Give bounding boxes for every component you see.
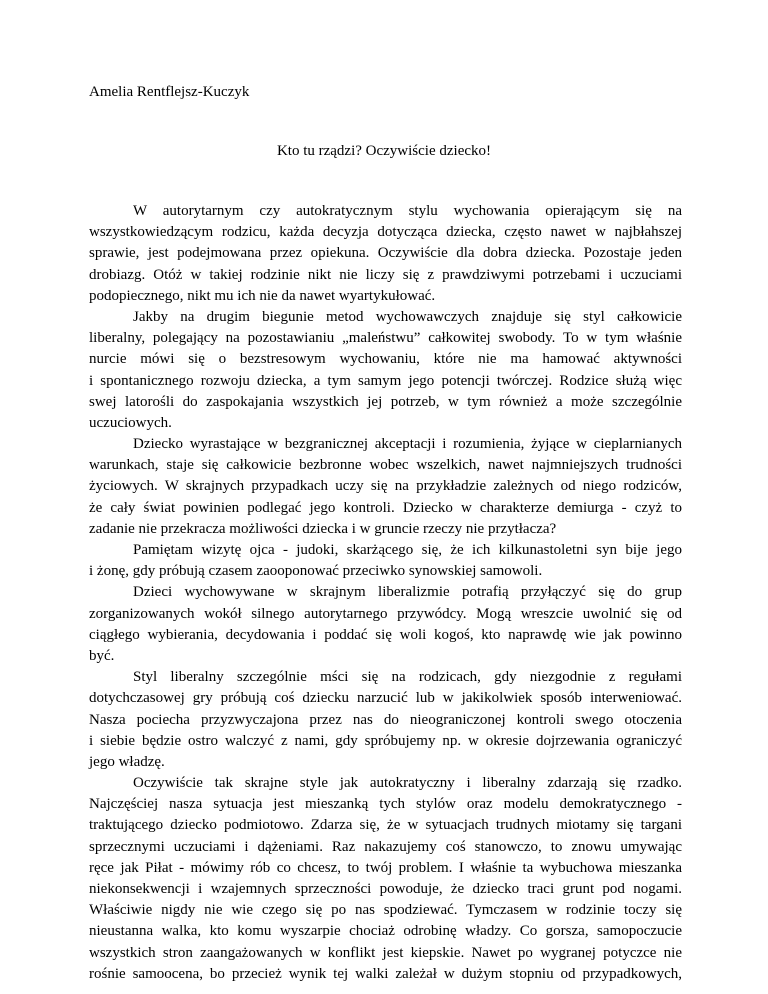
paragraph [89,582,682,667]
paragraph-line: i żonę, gdy próbują czasem zaooponować przeciwko synowskiej samowoli. [89,563,543,580]
paragraph-line: i spontanicznego rozwoju dziecka, a tym samym jego potencji twórczej. Rodzice służą więc [89,372,682,389]
paragraph-line: zadanie nie przekracza możliwości dziecka i w gruncie rzeczy nie przytłacza? [89,520,557,537]
paragraph-line: swej latorośli do zaspokajania wszystkich jej potrzeb, w tym również a może szczególnie [89,393,682,410]
paragraph-line: Nasza pociecha przyzwyczajona przez nas do nieograniczonej kontroli swego otoczenia [89,711,682,728]
paragraph-line: wszystkowiedzącym rodzicu, każda decyzja dotycząca dziecka, często nawet w najbłahszej [89,224,682,241]
paragraph-line: Właściwie nigdy nie wie czego się po nas spodziewać. Tymczasem w rodzinie toczy się [89,902,682,919]
paragraph-line: Dzieci wychowywane w skrajnym liberalizmie potrafią przyłączyć się do grup [133,584,682,601]
paragraph-line: zorganizowanych wokół silnego autorytarnego przywódcy. Mogą wreszcie uwolnić się od [89,605,682,622]
paragraph-line: warunkach, staje się całkowicie bezbronne wobec wszelkich, nawet najmniejszych trudności [89,457,682,474]
paragraph [89,540,682,582]
paragraph-line: życiowych. W skrajnych przypadkach uczy się na przykładzie zależnych od niego rodziców, [89,478,682,495]
paragraph-line: sprawie, jest podejmowana przez opiekuna. Oczywiście dla dobra dziecka. Pozostaje jeden [89,245,682,262]
paragraph-line: uczuciowych. [89,414,172,431]
paragraph-line: Dziecko wyrastające w bezgranicznej akceptacji i rozumienia, żyjące w cieplarnianych [133,436,682,453]
paragraph-line: drobiazg. Otóż w takiej rodzinie nikt nie liczy się z prawdziwymi potrzebami i uczuciami [89,266,682,283]
paragraph-line: Pamiętam wizytę ojca - judoki, skarżącego się, że ich kilkunastoletni syn bije jego [133,542,682,558]
paragraph-line: Najczęściej nasza sytuacja jest mieszanką tych stylów oraz modelu demokratycznego - [89,796,682,813]
paragraph-line: Oczywiście tak skrajne style jak autokratyczny i liberalny zdarzają się rzadko. [133,775,682,792]
paragraph-line: Styl liberalny szczególnie mści się na rodzicach, gdy niezgodnie z regułami [133,669,682,686]
paragraph-line: ręce jak Piłat - mówimy rób co chcesz, to twój problem. I właśnie ta wybuchowa mieszanka [89,859,682,876]
paragraph-line: traktującego dziecko podmiotowo. Zdarza się, że w sytuacjach trudnych miotamy się targani [89,817,682,834]
paragraph-line: W autorytarnym czy autokratycznym stylu wychowania opierającym się na [133,203,682,219]
paragraph-line: Jakby na drugim biegunie metod wychowawczych znajduje się styl całkowicie [133,308,682,325]
paragraph [89,773,682,985]
paragraph-line: podopiecznego, nikt mu ich nie da nawet wyartykułować. [89,287,436,304]
author-name: Amelia Rentflejsz-Kuczyk [89,84,250,100]
paragraph-line: jego władzę. [89,753,165,770]
paragraph [89,667,682,773]
paragraph-line: być. [89,647,115,664]
paragraph-line: dotychczasowej gry próbują coś dziecku narzucić lub w jakikolwiek sposób interweniować. [89,690,682,707]
paragraph-line: i siebie będzie ostro walczyć z nami, gdy spróbujemy np. w okresie dojrzewania ograniczyć [89,732,682,749]
document-title: Kto tu rządzi? Oczywiście dziecko! [276,143,492,159]
paragraph-line: nurcie mówi się o bezstresowym wychowaniu, które nie ma hamować aktywności [89,351,682,368]
paragraph-line: ciągłego wybierania, decydowania i poddać się woli kogoś, kto naprawdę wie jak powinno [89,626,682,643]
paragraph-line: niekonsekwencji i wzajemnych sprzeczności powoduje, że dziecko traci grunt pod nogami. [89,881,682,897]
article-body [89,201,682,985]
paragraph-line: nieustanna walka, kto komu wyszarpie chociaż odrobinę władzy. Co gorsza, samopoczucie [89,923,682,940]
paragraph-line: sprzecznymi uczuciami i dążeniami. Raz nakazujemy coś stanowczo, to znowu umywając [89,838,682,855]
paragraph-line: wszystkich stron zaangażowanych w konflikt jest kiepskie. Nawet po wygranej potyczce nie [89,944,682,961]
paragraph [89,307,682,434]
paragraph-line: liberalny, polegający na pozostawianiu „maleństwu” całkowitej swobody. To w tym właśnie [89,330,682,347]
paragraph-line: rośnie samoocena, bo przecież wynik tej walki zależał w dużym stopniu od przypadkowych, [89,965,682,982]
paragraph-line: że cały świat powinien podlegać jego kontroli. Dziecko w charakterze demiurga - czyż to [89,499,682,516]
paragraph [89,201,682,307]
paragraph [89,434,682,540]
